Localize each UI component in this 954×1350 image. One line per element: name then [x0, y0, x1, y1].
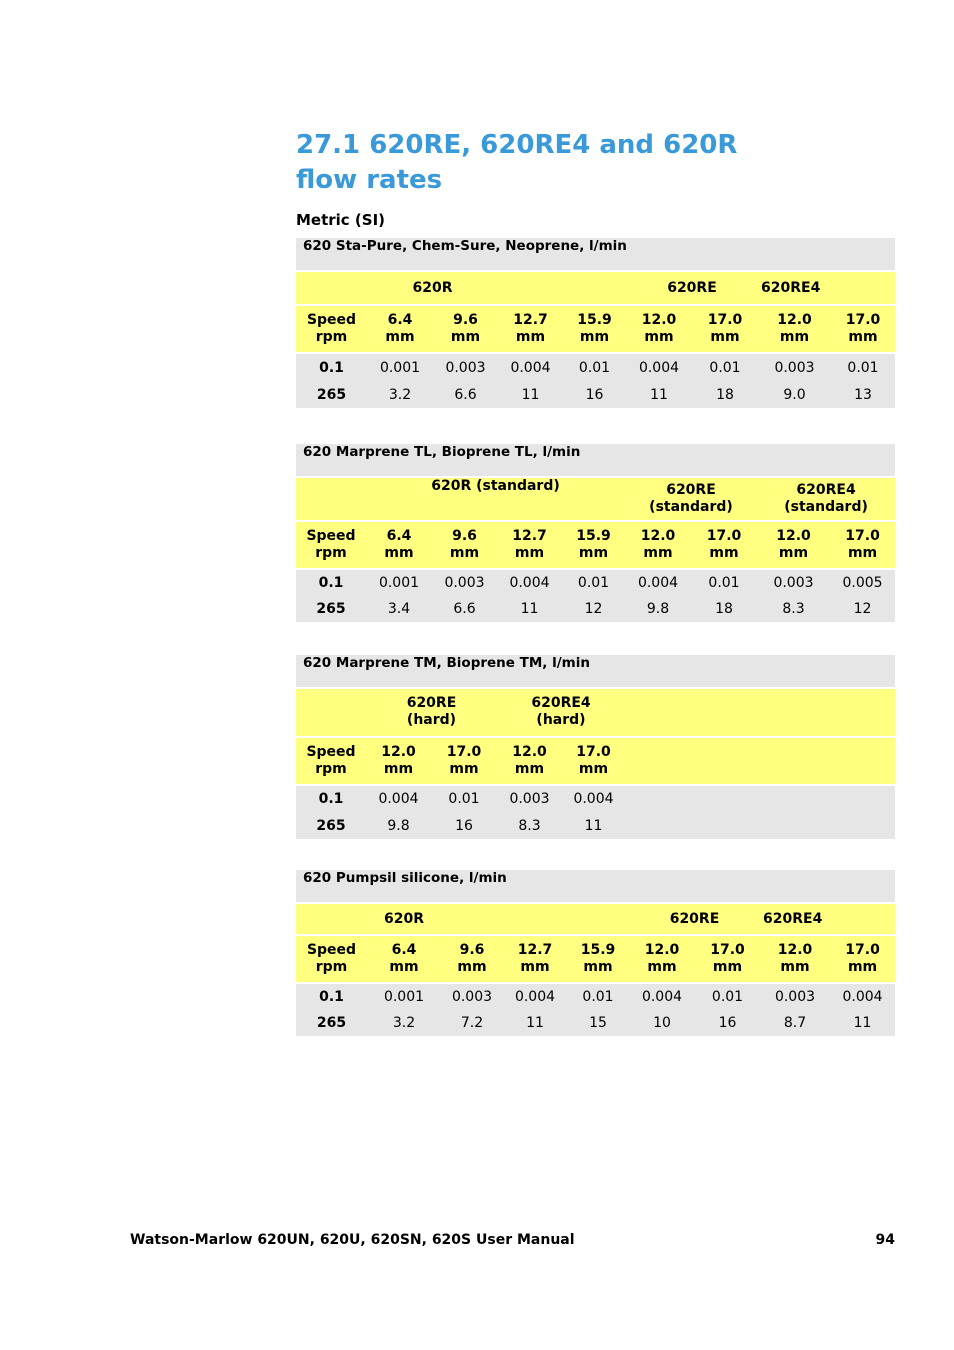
model-header-row [296, 904, 895, 934]
group-620re4: 620RE4 [758, 272, 895, 304]
table-row: 0.1 0.001 0.003 0.004 0.01 0.004 0.01 0.003 0.01 [296, 354, 895, 381]
table-row: 265 3.4 6.6 11 12 9.8 18 8.3 12 [296, 596, 895, 622]
table-title: 620 Marprene TL, Bioprene TL, l/min [296, 444, 895, 476]
group-620re: 620RE [626, 272, 758, 304]
group-620r: 620R [367, 272, 498, 304]
size-header: 15.9 mm [567, 936, 629, 982]
group-620re4-standard: 620RE4 (standard) [757, 478, 895, 520]
size-header: 17.0 mm [692, 306, 758, 352]
size-header: 17.0 mm [831, 306, 895, 352]
size-header: 17.0 mm [695, 936, 760, 982]
flow-table-marprene-tm [296, 655, 895, 839]
size-header-row [296, 522, 895, 568]
page-number: 94 [875, 1232, 895, 1248]
size-header: 12.0 mm [760, 936, 830, 982]
table-title-row [296, 444, 895, 476]
size-header: 17.0 mm [562, 738, 625, 784]
size-header-row [296, 936, 895, 982]
table-row: 265 3.2 6.6 11 16 11 18 9.0 13 [296, 381, 895, 408]
group-620re4-hard: 620RE4 (hard) [497, 689, 625, 736]
table-row: 0.1 0.001 0.003 0.004 0.01 0.004 0.01 0.003 0.004 [296, 984, 895, 1009]
size-header: 17.0 mm [830, 522, 895, 568]
model-header-row [296, 272, 895, 304]
size-header: 6.4 mm [367, 936, 441, 982]
size-header: 12.0 mm [626, 306, 692, 352]
flow-table-pumpsil [296, 870, 895, 1036]
size-header: 12.0 mm [758, 306, 831, 352]
table-row: 0.1 0.004 0.01 0.003 0.004 [296, 786, 895, 812]
size-header: 12.0 mm [366, 738, 431, 784]
section-subheading: Metric (SI) [296, 211, 386, 229]
table-title: 620 Sta-Pure, Chem-Sure, Neoprene, l/min [296, 238, 895, 270]
manual-title: Watson-Marlow 620UN, 620U, 620SN, 620S User Manual [130, 1232, 575, 1248]
group-620r: 620R [367, 904, 441, 934]
speed-header: Speed rpm [296, 936, 367, 982]
page-footer [130, 1231, 895, 1249]
size-header: 12.0 mm [629, 936, 695, 982]
size-header: 12.7 mm [503, 936, 567, 982]
size-header: 12.7 mm [497, 522, 562, 568]
size-header: 17.0 mm [431, 738, 497, 784]
group-620re-standard: 620RE (standard) [625, 478, 757, 520]
size-header: 12.0 mm [757, 522, 830, 568]
table-row: 0.1 0.001 0.003 0.004 0.01 0.004 0.01 0.003 0.005 [296, 570, 895, 596]
size-header: 17.0 mm [830, 936, 895, 982]
size-header: 6.4 mm [366, 522, 432, 568]
size-header: 12.0 mm [625, 522, 691, 568]
table-row: 265 9.8 16 8.3 11 [296, 812, 895, 839]
size-header: 12.7 mm [498, 306, 563, 352]
table-title: 620 Marprene TM, Bioprene TM, l/min [296, 655, 895, 687]
size-header: 9.6 mm [432, 522, 497, 568]
size-header: 12.0 mm [497, 738, 562, 784]
group-620re4: 620RE4 [760, 904, 895, 934]
size-header: 9.6 mm [441, 936, 503, 982]
page-title: 27.1 620RE, 620RE4 and 620R flow rates [296, 130, 738, 195]
page-content [296, 128, 895, 1036]
table-title-row [296, 655, 895, 687]
table-title: 620 Pumpsil silicone, l/min [296, 870, 895, 902]
table-row: 265 3.2 7.2 11 15 10 16 8.7 11 [296, 1009, 895, 1036]
flow-table-sta-pure [296, 238, 895, 408]
size-header: 6.4 mm [367, 306, 433, 352]
speed-header: Speed rpm [296, 738, 366, 784]
table-title-row [296, 238, 895, 270]
speed-header: Speed rpm [296, 522, 366, 568]
model-header-row [296, 689, 895, 736]
group-620re-hard: 620RE (hard) [366, 689, 497, 736]
size-header-row [296, 738, 895, 784]
size-header: 15.9 mm [563, 306, 626, 352]
size-header: 15.9 mm [562, 522, 625, 568]
size-header-row [296, 306, 895, 352]
size-header: 17.0 mm [691, 522, 757, 568]
group-620re: 620RE [629, 904, 760, 934]
model-header-row [296, 478, 895, 520]
speed-header: Speed rpm [296, 306, 367, 352]
size-header: 9.6 mm [433, 306, 498, 352]
table-title-row [296, 870, 895, 902]
group-620r-standard: 620R (standard) [366, 478, 625, 520]
flow-table-marprene-tl [296, 444, 895, 622]
